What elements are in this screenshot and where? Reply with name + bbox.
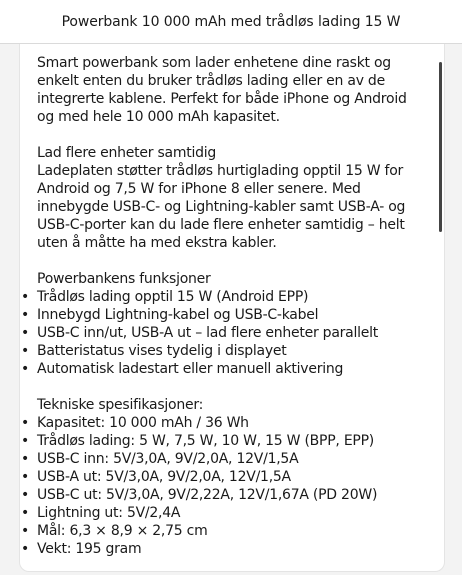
page-title: Powerbank 10 000 mAh med trådløs lading 15 W (61, 13, 401, 30)
charge-heading: Lad flere enheter samtidig (37, 145, 216, 161)
list-item (20, 522, 427, 540)
description-text (20, 54, 427, 558)
specs-list (20, 414, 427, 558)
title-bar (0, 0, 462, 44)
bullet-icon: • (20, 289, 29, 305)
spec-text: USB-A ut: 5V/3,0A, 9V/2,0A, 12V/1,5A (37, 469, 291, 485)
bullet-icon: • (20, 343, 29, 359)
bullet-icon: • (20, 523, 29, 539)
charge-paragraph: Ladeplaten støtter trådløs hurtiglading opptil 15 W for Android og 7,5 W for iPhone 8 eller senere. Med innebygde USB-C- og Lightning-kabler samt USB-A- og USB-C-porter kan du lade flere enheter samtidig – helt uten å måtte ha med ekstra kabler. (37, 163, 406, 251)
spec-text: Trådløs lading: 5 W, 7,5 W, 10 W, 15 W (BPP, EPP) (37, 433, 375, 449)
features-heading: Powerbankens funksjoner (37, 271, 211, 287)
spec-text: Mål: 6,3 × 8,9 × 2,75 cm (37, 523, 208, 539)
list-item (20, 504, 427, 522)
list-item (20, 486, 427, 504)
feature-text: USB-C inn/ut, USB-A ut – lad flere enheter parallelt (37, 325, 379, 341)
bullet-icon: • (20, 487, 29, 503)
bullet-icon: • (20, 433, 29, 449)
list-item (20, 432, 427, 450)
list-item (20, 288, 427, 306)
feature-text: Automatisk ladestart eller manuell aktivering (37, 361, 344, 377)
bullet-icon: • (20, 307, 29, 323)
description-card (19, 44, 445, 572)
bullet-icon: • (20, 469, 29, 485)
list-item (20, 540, 427, 558)
bullet-icon: • (20, 325, 29, 341)
spec-text: USB-C inn: 5V/3,0A, 9V/2,0A, 12V/1,5A (37, 451, 299, 467)
spec-text: Lightning ut: 5V/2,4A (37, 505, 181, 521)
feature-text: Innebygd Lightning-kabel og USB-C-kabel (37, 307, 319, 323)
bullet-icon: • (20, 415, 29, 431)
bullet-icon: • (20, 505, 29, 521)
list-item (20, 360, 427, 378)
spec-text: Vekt: 195 gram (37, 541, 142, 557)
bullet-icon: • (20, 541, 29, 557)
list-item (20, 342, 427, 360)
feature-text: Trådløs lading opptil 15 W (Android EPP) (37, 289, 309, 305)
list-item (20, 450, 427, 468)
list-item (20, 414, 427, 432)
bullet-icon: • (20, 361, 29, 377)
list-item (20, 324, 427, 342)
spec-text: USB-C ut: 5V/3,0A, 9V/2,22A, 12V/1,67A (PD 20W) (37, 487, 378, 503)
list-item (20, 468, 427, 486)
spec-text: Kapasitet: 10 000 mAh / 36 Wh (37, 415, 249, 431)
scrollbar[interactable] (439, 62, 442, 232)
intro-paragraph: Smart powerbank som lader enhetene dine raskt og enkelt enten du bruker trådløs lading eller en av de integrerte kablene. Perfekt for både iPhone og Android og med hele 10 000 mAh kapasitet. (37, 55, 407, 125)
features-list (20, 288, 427, 378)
specs-heading: Tekniske spesifikasjoner: (37, 397, 204, 413)
feature-text: Batteristatus vises tydelig i displayet (37, 343, 287, 359)
list-item (20, 306, 427, 324)
bullet-icon: • (20, 451, 29, 467)
